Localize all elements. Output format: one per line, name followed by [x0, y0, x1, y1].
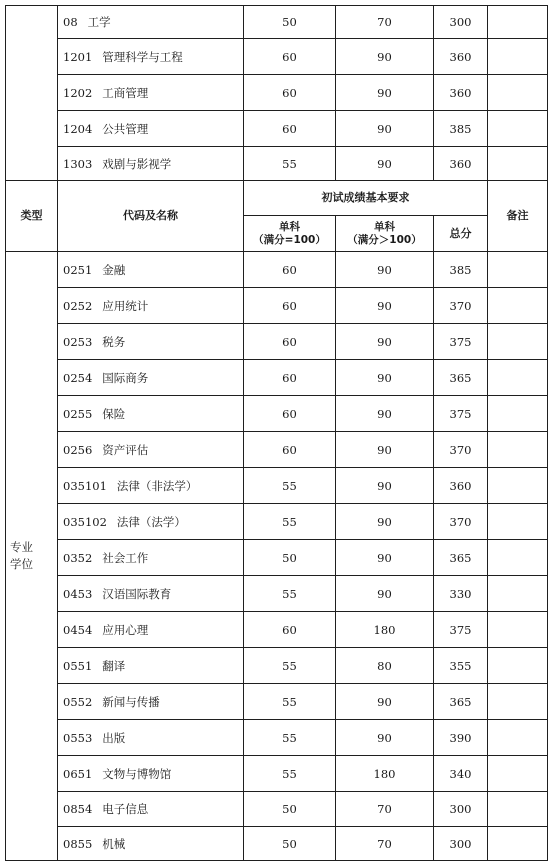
table-row	[6, 576, 548, 612]
subject-name: 法律（非法学）	[116, 478, 198, 493]
table-row	[6, 396, 548, 432]
subject-code: 0854	[63, 802, 93, 816]
remarks-cell	[488, 648, 548, 684]
single-subject-100-cell: 60	[244, 324, 336, 360]
single-subject-over100-cell: 80	[336, 648, 434, 684]
single-subject-over100-cell: 70	[336, 827, 434, 861]
single-subject-over100-cell: 90	[336, 39, 434, 75]
single-subject-over100-cell: 90	[336, 540, 434, 576]
single-subject-over100-cell: 90	[336, 720, 434, 756]
single-subject-100-cell: 60	[244, 396, 336, 432]
single-subject-over100-cell: 180	[336, 612, 434, 648]
single-subject-100-cell: 60	[244, 252, 336, 288]
single-subject-over100-cell: 90	[336, 324, 434, 360]
total-score-cell: 330	[434, 576, 488, 612]
total-score-cell: 375	[434, 324, 488, 360]
table-row	[6, 324, 548, 360]
code-name-cell	[58, 324, 244, 360]
single-subject-100-cell: 55	[244, 468, 336, 504]
single-subject-over100-cell: 70	[336, 6, 434, 39]
single-subject-over100-cell: 90	[336, 147, 434, 181]
single-subject-over100-cell: 180	[336, 756, 434, 792]
subject-code: 0255	[63, 406, 93, 421]
remarks-cell	[488, 75, 548, 111]
total-score-cell: 360	[434, 468, 488, 504]
single-subject-100-cell: 60	[244, 612, 336, 648]
type-cell	[6, 252, 58, 861]
table-row	[6, 75, 548, 111]
subject-code: 08	[63, 15, 78, 29]
total-score-cell: 370	[434, 432, 488, 468]
single-subject-over100-cell: 90	[336, 288, 434, 324]
table-row	[6, 612, 548, 648]
single-subject-over100-cell: 90	[336, 111, 434, 147]
single-subject-over100-cell: 90	[336, 432, 434, 468]
code-name-cell	[58, 756, 244, 792]
header-row-1	[6, 181, 548, 216]
category-line2: 学位	[10, 557, 33, 571]
remarks-cell	[488, 147, 548, 181]
total-score-cell: 360	[434, 147, 488, 181]
total-score-cell: 360	[434, 39, 488, 75]
subject-code: 0352	[63, 550, 93, 565]
table-row	[6, 468, 548, 504]
total-score-cell: 385	[434, 252, 488, 288]
subject-name: 工学	[87, 15, 111, 29]
single-subject-over100-line2: （满分＞100）	[347, 233, 422, 246]
category-line1: 专业	[10, 540, 33, 554]
code-name-cell	[58, 540, 244, 576]
code-name-cell	[58, 792, 244, 827]
single-subject-100-cell: 50	[244, 6, 336, 39]
code-name-cell	[58, 432, 244, 468]
total-score-cell: 300	[434, 6, 488, 39]
subject-name: 出版	[102, 730, 126, 745]
single-subject-over100-cell: 90	[336, 576, 434, 612]
code-name-cell	[58, 648, 244, 684]
table-row	[6, 827, 548, 861]
remarks-cell	[488, 252, 548, 288]
subject-name: 工商管理	[102, 85, 149, 100]
total-score-cell: 300	[434, 792, 488, 827]
subject-code: 0553	[63, 730, 93, 745]
remarks-header: 备注	[488, 181, 548, 252]
table-row	[6, 6, 548, 39]
total-score-cell: 340	[434, 756, 488, 792]
single-subject-100-line2: （满分=100）	[253, 233, 326, 246]
total-score-cell: 365	[434, 540, 488, 576]
header-section	[6, 181, 548, 252]
subject-code: 0253	[63, 334, 93, 349]
subject-code: 035102	[63, 514, 107, 529]
subject-name: 国际商务	[102, 370, 149, 385]
code-name-cell	[58, 111, 244, 147]
single-subject-100-cell: 55	[244, 504, 336, 540]
single-subject-over100-cell: 90	[336, 684, 434, 720]
subject-name: 戏剧与影视学	[102, 156, 172, 171]
single-subject-100-header	[244, 216, 336, 252]
requirements-header: 初试成绩基本要求	[244, 181, 488, 216]
table-row	[6, 648, 548, 684]
table-row	[6, 756, 548, 792]
subject-code: 1201	[63, 49, 93, 64]
single-subject-over100-cell: 90	[336, 396, 434, 432]
single-subject-over100-header	[336, 216, 434, 252]
code-name-header: 代码及名称	[58, 181, 244, 252]
single-subject-100-cell: 60	[244, 39, 336, 75]
subject-name: 社会工作	[102, 550, 149, 565]
table-row	[6, 360, 548, 396]
remarks-cell	[488, 504, 548, 540]
subject-name: 管理科学与工程	[102, 49, 183, 64]
single-subject-over100-cell: 90	[336, 360, 434, 396]
type-header: 类型	[6, 181, 58, 252]
remarks-cell	[488, 111, 548, 147]
table-row	[6, 720, 548, 756]
subject-code: 0855	[63, 836, 93, 851]
remarks-cell	[488, 792, 548, 827]
subject-name: 应用统计	[102, 298, 149, 313]
subject-code: 0454	[63, 622, 93, 637]
score-requirements-table	[5, 5, 548, 861]
subject-name: 翻译	[102, 658, 126, 673]
remarks-cell	[488, 360, 548, 396]
single-subject-over100-line1: 单科	[374, 220, 395, 233]
single-subject-over100-cell: 90	[336, 468, 434, 504]
single-subject-100-line1: 单科	[279, 220, 300, 233]
code-name-cell	[58, 39, 244, 75]
subject-code: 0252	[63, 298, 93, 313]
top-section	[6, 6, 548, 181]
remarks-cell	[488, 684, 548, 720]
table-row	[6, 252, 548, 288]
total-score-cell: 300	[434, 827, 488, 861]
code-name-cell	[58, 468, 244, 504]
score-table-container	[5, 5, 548, 861]
single-subject-100-cell: 60	[244, 360, 336, 396]
single-subject-100-cell: 50	[244, 792, 336, 827]
remarks-cell	[488, 756, 548, 792]
code-name-cell	[58, 612, 244, 648]
remarks-cell	[488, 39, 548, 75]
professional-degree-section	[6, 252, 548, 861]
table-row	[6, 147, 548, 181]
single-subject-over100-cell: 90	[336, 75, 434, 111]
single-subject-100-cell: 60	[244, 111, 336, 147]
single-subject-100-cell: 55	[244, 648, 336, 684]
subject-code: 035101	[63, 478, 107, 493]
subject-name: 公共管理	[102, 121, 149, 136]
single-subject-100-cell: 55	[244, 147, 336, 181]
table-row	[6, 504, 548, 540]
code-name-cell	[58, 396, 244, 432]
subject-name: 资产评估	[102, 442, 149, 457]
subject-code: 0552	[63, 694, 93, 709]
total-score-cell: 370	[434, 288, 488, 324]
single-subject-over100-cell: 90	[336, 252, 434, 288]
code-name-cell	[58, 252, 244, 288]
table-row	[6, 288, 548, 324]
remarks-cell	[488, 720, 548, 756]
single-subject-100-cell: 50	[244, 540, 336, 576]
code-name-cell	[58, 360, 244, 396]
single-subject-100-cell: 55	[244, 720, 336, 756]
remarks-cell	[488, 576, 548, 612]
subject-code: 0651	[63, 766, 93, 781]
total-score-cell: 375	[434, 396, 488, 432]
subject-name: 新闻与传播	[102, 694, 160, 709]
total-score-cell: 390	[434, 720, 488, 756]
remarks-cell	[488, 827, 548, 861]
total-score-cell: 370	[434, 504, 488, 540]
single-subject-100-cell: 55	[244, 576, 336, 612]
total-score-cell: 385	[434, 111, 488, 147]
subject-code: 1204	[63, 121, 93, 136]
subject-name: 法律（法学）	[116, 514, 186, 529]
total-score-cell: 355	[434, 648, 488, 684]
code-name-cell	[58, 147, 244, 181]
total-header: 总分	[434, 216, 488, 252]
subject-code: 0256	[63, 442, 93, 457]
single-subject-100-cell: 60	[244, 432, 336, 468]
subject-code: 0251	[63, 262, 93, 277]
remarks-cell	[488, 468, 548, 504]
single-subject-over100-cell: 90	[336, 504, 434, 540]
single-subject-100-cell: 55	[244, 756, 336, 792]
remarks-cell	[488, 6, 548, 39]
subject-name: 金融	[102, 262, 126, 277]
subject-name: 汉语国际教育	[102, 586, 172, 601]
subject-code: 1303	[63, 156, 93, 171]
total-score-cell: 365	[434, 684, 488, 720]
total-score-cell: 375	[434, 612, 488, 648]
single-subject-100-cell: 60	[244, 288, 336, 324]
code-name-cell	[58, 684, 244, 720]
code-name-cell	[58, 827, 244, 861]
subject-name: 保险	[102, 406, 126, 421]
code-name-cell	[58, 576, 244, 612]
subject-code: 0453	[63, 586, 93, 601]
table-row	[6, 39, 548, 75]
table-row	[6, 111, 548, 147]
subject-code: 0254	[63, 370, 93, 385]
remarks-cell	[488, 612, 548, 648]
single-subject-100-cell: 60	[244, 75, 336, 111]
code-name-cell	[58, 504, 244, 540]
remarks-cell	[488, 324, 548, 360]
remarks-cell	[488, 396, 548, 432]
subject-code: 0551	[63, 658, 93, 673]
code-name-cell	[58, 6, 244, 39]
total-score-cell: 360	[434, 75, 488, 111]
subject-name: 机械	[102, 836, 126, 851]
remarks-cell	[488, 432, 548, 468]
table-row	[6, 792, 548, 827]
code-name-cell	[58, 288, 244, 324]
subject-name: 税务	[102, 334, 126, 349]
remarks-cell	[488, 540, 548, 576]
code-name-cell	[58, 75, 244, 111]
remarks-cell	[488, 288, 548, 324]
single-subject-over100-cell: 70	[336, 792, 434, 827]
table-row	[6, 540, 548, 576]
subject-name: 电子信息	[102, 802, 149, 816]
subject-code: 1202	[63, 85, 93, 100]
table-row	[6, 432, 548, 468]
subject-name: 文物与博物馆	[102, 766, 172, 781]
subject-name: 应用心理	[102, 622, 149, 637]
table-row	[6, 684, 548, 720]
single-subject-100-cell: 50	[244, 827, 336, 861]
type-cell	[6, 6, 58, 181]
single-subject-100-cell: 55	[244, 684, 336, 720]
total-score-cell: 365	[434, 360, 488, 396]
code-name-cell	[58, 720, 244, 756]
